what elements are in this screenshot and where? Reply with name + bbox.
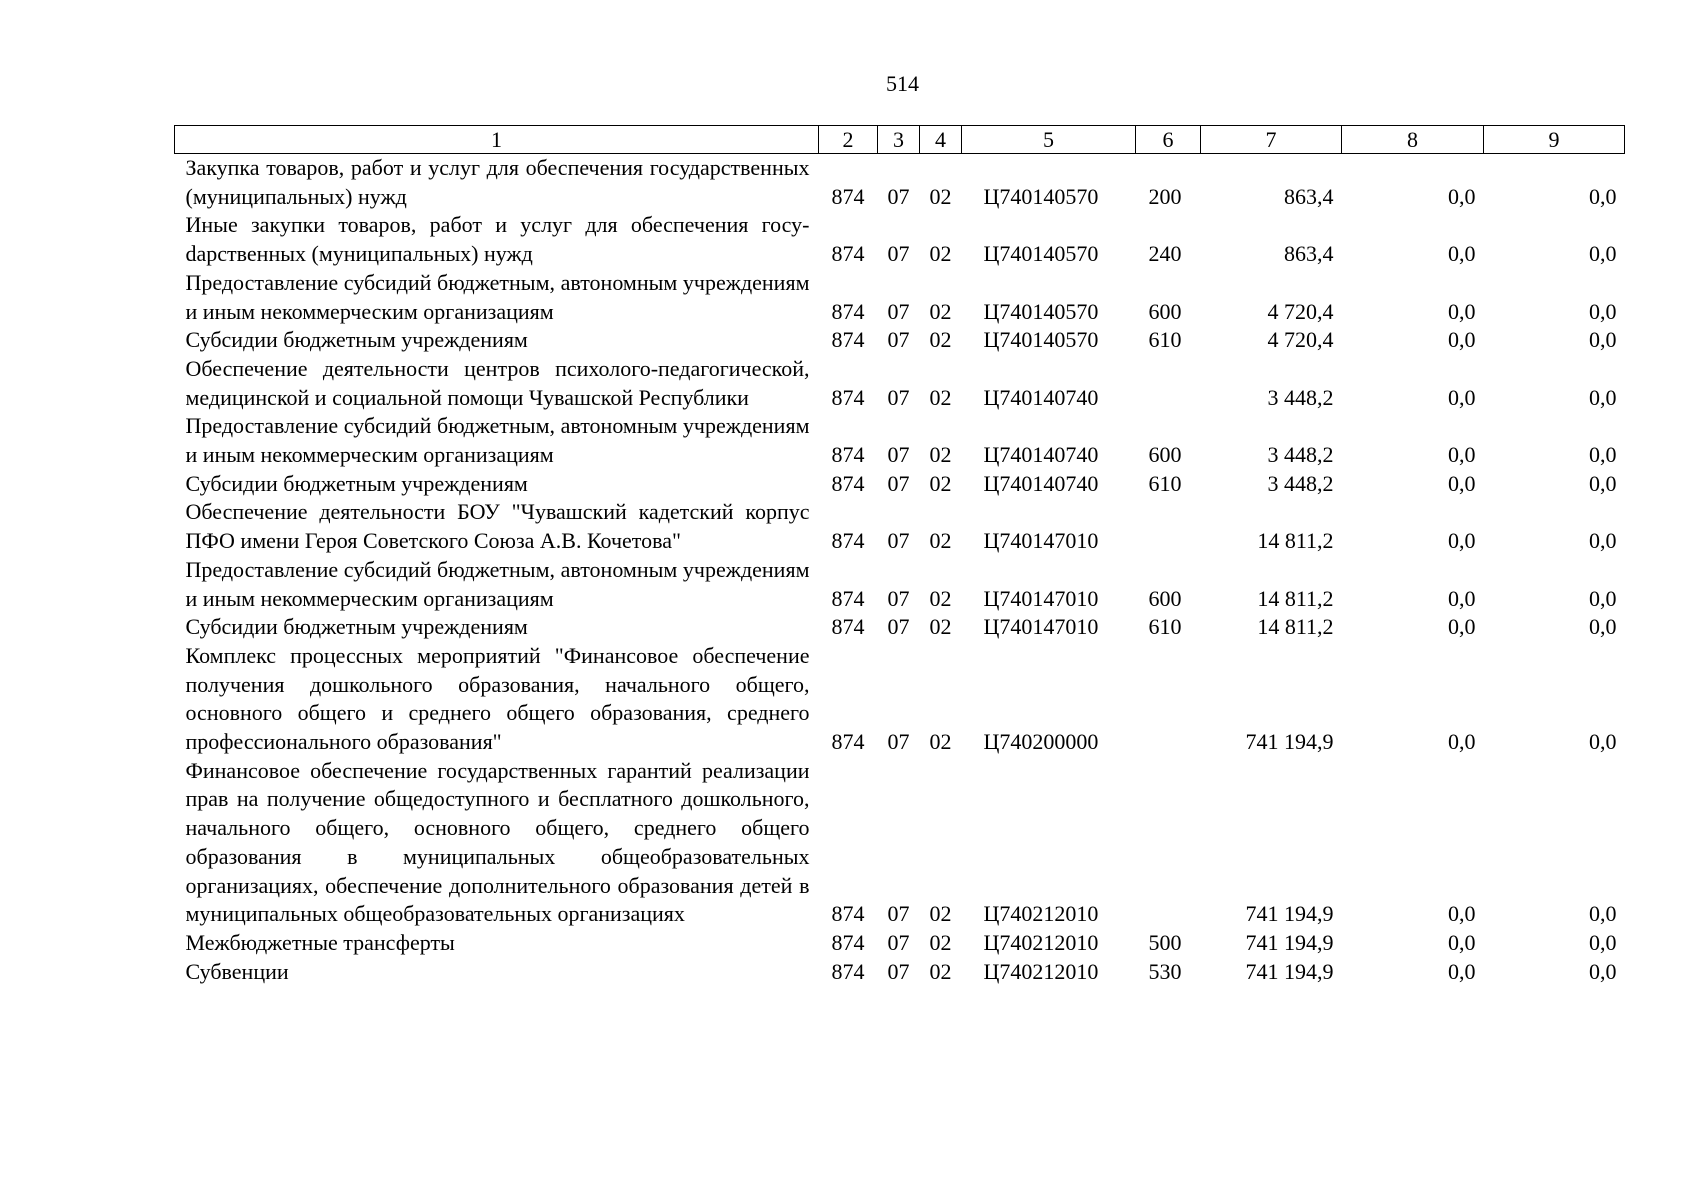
header-col-2: 2 — [819, 126, 878, 154]
row-value-7: 863,4 — [1284, 241, 1334, 267]
row-name: Субсидии бюджетным учреждениям — [185, 470, 528, 496]
row-name: Обеспечение деятельности БОУ "Чувашский кадетский корпус ПФО имени Героя Советского Союза А.В. Кочетова" — [185, 499, 810, 554]
row-rz: 07 — [887, 958, 910, 984]
row-csr: Ц740140570 — [983, 327, 1099, 353]
row-vr: 600 — [1148, 442, 1182, 468]
row-pr: 02 — [929, 729, 952, 755]
header-col-4: 4 — [920, 126, 962, 154]
row-value-8: 0,0 — [1448, 470, 1476, 496]
row-value-7: 863,4 — [1284, 183, 1334, 209]
row-gr: 874 — [831, 528, 865, 554]
row-value-7: 4 720,4 — [1267, 327, 1334, 353]
row-gr: 874 — [831, 614, 865, 640]
row-vr: 610 — [1148, 327, 1182, 353]
row-csr: Ц740140570 — [983, 241, 1099, 267]
row-vr: 600 — [1148, 585, 1182, 611]
row-name: Субвенции — [185, 958, 289, 984]
row-csr: Ц740212010 — [983, 901, 1099, 927]
row-vr — [1136, 757, 1201, 929]
header-col-8: 8 — [1342, 126, 1484, 154]
row-rz: 07 — [887, 929, 910, 955]
row-pr: 02 — [929, 901, 952, 927]
row-value-7: 3 448,2 — [1267, 470, 1334, 496]
row-csr: Ц740147010 — [983, 585, 1099, 611]
row-name: Предоставление субсидий бюджетным, автономным учреждениям и иным некоммерческим организациям — [185, 269, 810, 324]
row-vr: 600 — [1148, 298, 1182, 324]
row-rz: 07 — [887, 901, 910, 927]
row-gr: 874 — [831, 901, 865, 927]
table-body — [175, 154, 1625, 987]
row-pr: 02 — [929, 958, 952, 984]
row-value-7: 4 720,4 — [1267, 298, 1334, 324]
row-pr: 02 — [929, 442, 952, 468]
row-value-7: 741 194,9 — [1245, 901, 1334, 927]
row-value-7: 14 811,2 — [1257, 585, 1334, 611]
row-vr: 530 — [1148, 958, 1182, 984]
row-value-8: 0,0 — [1448, 183, 1476, 209]
page-number: 514 — [886, 71, 919, 96]
row-value-9: 0,0 — [1589, 327, 1617, 353]
row-gr: 874 — [831, 470, 865, 496]
row-value-7: 741 194,9 — [1245, 729, 1334, 755]
row-pr: 02 — [929, 241, 952, 267]
row-value-8: 0,0 — [1448, 585, 1476, 611]
header-col-5: 5 — [962, 126, 1136, 154]
row-vr — [1136, 498, 1201, 555]
row-value-9: 0,0 — [1589, 958, 1617, 984]
table-row — [175, 613, 1625, 642]
row-value-8: 0,0 — [1448, 384, 1476, 410]
row-rz: 07 — [887, 614, 910, 640]
table-row — [175, 757, 1625, 929]
row-value-9: 0,0 — [1589, 929, 1617, 955]
row-csr: Ц740140740 — [983, 384, 1099, 410]
row-value-9: 0,0 — [1589, 901, 1617, 927]
row-name: Закупка товаров, работ и услуг для обеспечения государственных (муниципальных) нужд — [185, 155, 810, 209]
row-gr: 874 — [831, 585, 865, 611]
row-gr: 874 — [831, 442, 865, 468]
table-row — [175, 269, 1625, 326]
row-name: Финансовое обеспечение государственных гарантий реализации прав на получение общедоступного и бесплатного дошкольного, начального общего, основного общего, среднего общего образования в муниципальных общеобразовательных организациях, обеспечение дополнительного образования детей в муниципальных общеобразовательных организациях — [185, 757, 810, 927]
header-col-7: 7 — [1201, 126, 1342, 154]
row-value-7: 3 448,2 — [1267, 384, 1334, 410]
row-value-7: 14 811,2 — [1257, 528, 1334, 554]
row-pr: 02 — [929, 384, 952, 410]
table-row — [175, 355, 1625, 412]
row-pr: 02 — [929, 298, 952, 324]
row-pr: 02 — [929, 327, 952, 353]
row-value-9: 0,0 — [1589, 442, 1617, 468]
table-row — [175, 958, 1625, 987]
row-value-9: 0,0 — [1589, 470, 1617, 496]
row-csr: Ц740140740 — [983, 470, 1099, 496]
row-value-8: 0,0 — [1448, 729, 1476, 755]
row-gr: 874 — [831, 183, 865, 209]
row-csr: Ц740200000 — [983, 729, 1099, 755]
table-header — [175, 126, 1625, 154]
row-value-7: 3 448,2 — [1267, 442, 1334, 468]
row-vr: 610 — [1148, 470, 1182, 496]
table-row — [175, 556, 1625, 613]
table-row — [175, 326, 1625, 355]
row-gr: 874 — [831, 929, 865, 955]
table-row — [175, 498, 1625, 555]
row-name: Обеспечение деятельности центров психолого-педагогической, медицинской и социальной помощи Чувашской Республики — [185, 355, 810, 410]
header-col-3: 3 — [878, 126, 920, 154]
row-value-8: 0,0 — [1448, 614, 1476, 640]
row-value-9: 0,0 — [1589, 614, 1617, 640]
table-row — [175, 929, 1625, 958]
row-name: Предоставление субсидий бюджетным, автономным учреждениям и иным некоммерческим организациям — [185, 413, 810, 468]
row-value-8: 0,0 — [1448, 298, 1476, 324]
row-pr: 02 — [929, 614, 952, 640]
row-value-7: 14 811,2 — [1257, 614, 1334, 640]
table-row — [175, 470, 1625, 499]
row-gr: 874 — [831, 729, 865, 755]
row-gr: 874 — [831, 958, 865, 984]
row-value-9: 0,0 — [1589, 183, 1617, 209]
row-rz: 07 — [887, 528, 910, 554]
row-csr: Ц740140740 — [983, 442, 1099, 468]
row-value-7: 741 194,9 — [1245, 929, 1334, 955]
row-vr: 500 — [1148, 929, 1182, 955]
budget-table — [174, 125, 1625, 986]
row-value-8: 0,0 — [1448, 327, 1476, 353]
table-row — [175, 642, 1625, 757]
row-name: Комплекс процессных мероприятий "Финансовое обеспечение получения дошкольного образования, начального общего, основного общего и среднего общего образования, среднего профессионального образования" — [185, 642, 810, 755]
table-row — [175, 211, 1625, 268]
row-csr: Ц740140570 — [983, 183, 1099, 209]
row-csr: Ц740147010 — [983, 614, 1099, 640]
row-rz: 07 — [887, 470, 910, 496]
row-csr: Ц740140570 — [983, 298, 1099, 324]
row-rz: 07 — [887, 585, 910, 611]
header-row — [175, 126, 1625, 154]
row-value-8: 0,0 — [1448, 528, 1476, 554]
row-name: Субсидии бюджетным учреждениям — [185, 327, 528, 353]
row-pr: 02 — [929, 470, 952, 496]
table-row — [175, 412, 1625, 469]
header-col-9: 9 — [1484, 126, 1625, 154]
row-csr: Ц740212010 — [983, 958, 1099, 984]
row-rz: 07 — [887, 327, 910, 353]
row-name: Предоставление субсидий бюджетным, автономным учреждениям и иным некоммерческим организациям — [185, 556, 810, 611]
row-value-8: 0,0 — [1448, 929, 1476, 955]
row-name: Межбюджетные трансферты — [185, 929, 455, 955]
row-vr: 610 — [1148, 614, 1182, 640]
row-value-8: 0,0 — [1448, 901, 1476, 927]
row-vr — [1136, 642, 1201, 757]
row-value-8: 0,0 — [1448, 442, 1476, 468]
row-rz: 07 — [887, 298, 910, 324]
row-gr: 874 — [831, 298, 865, 324]
row-rz: 07 — [887, 183, 910, 209]
row-pr: 02 — [929, 929, 952, 955]
row-name: Иные закупки товаров, работ и услуг для обеспечения госуdарственных (муниципальных) нужд — [185, 212, 810, 267]
row-vr — [1136, 355, 1201, 412]
header-col-1: 1 — [175, 126, 819, 154]
row-pr: 02 — [929, 183, 952, 209]
row-rz: 07 — [887, 442, 910, 468]
row-value-9: 0,0 — [1589, 729, 1617, 755]
row-value-8: 0,0 — [1448, 958, 1476, 984]
row-value-7: 741 194,9 — [1245, 958, 1334, 984]
table-row — [175, 154, 1625, 212]
row-value-9: 0,0 — [1589, 384, 1617, 410]
row-csr: Ц740212010 — [983, 929, 1099, 955]
row-value-8: 0,0 — [1448, 241, 1476, 267]
row-pr: 02 — [929, 528, 952, 554]
row-gr: 874 — [831, 327, 865, 353]
row-pr: 02 — [929, 585, 952, 611]
row-rz: 07 — [887, 384, 910, 410]
row-value-9: 0,0 — [1589, 241, 1617, 267]
row-value-9: 0,0 — [1589, 298, 1617, 324]
row-vr: 240 — [1148, 241, 1182, 267]
row-value-9: 0,0 — [1589, 528, 1617, 554]
row-gr: 874 — [831, 241, 865, 267]
row-rz: 07 — [887, 241, 910, 267]
row-gr: 874 — [831, 384, 865, 410]
row-name: Субсидии бюджетным учреждениям — [185, 614, 528, 640]
row-value-9: 0,0 — [1589, 585, 1617, 611]
row-csr: Ц740147010 — [983, 528, 1099, 554]
row-rz: 07 — [887, 729, 910, 755]
row-vr: 200 — [1148, 183, 1182, 209]
header-col-6: 6 — [1136, 126, 1201, 154]
